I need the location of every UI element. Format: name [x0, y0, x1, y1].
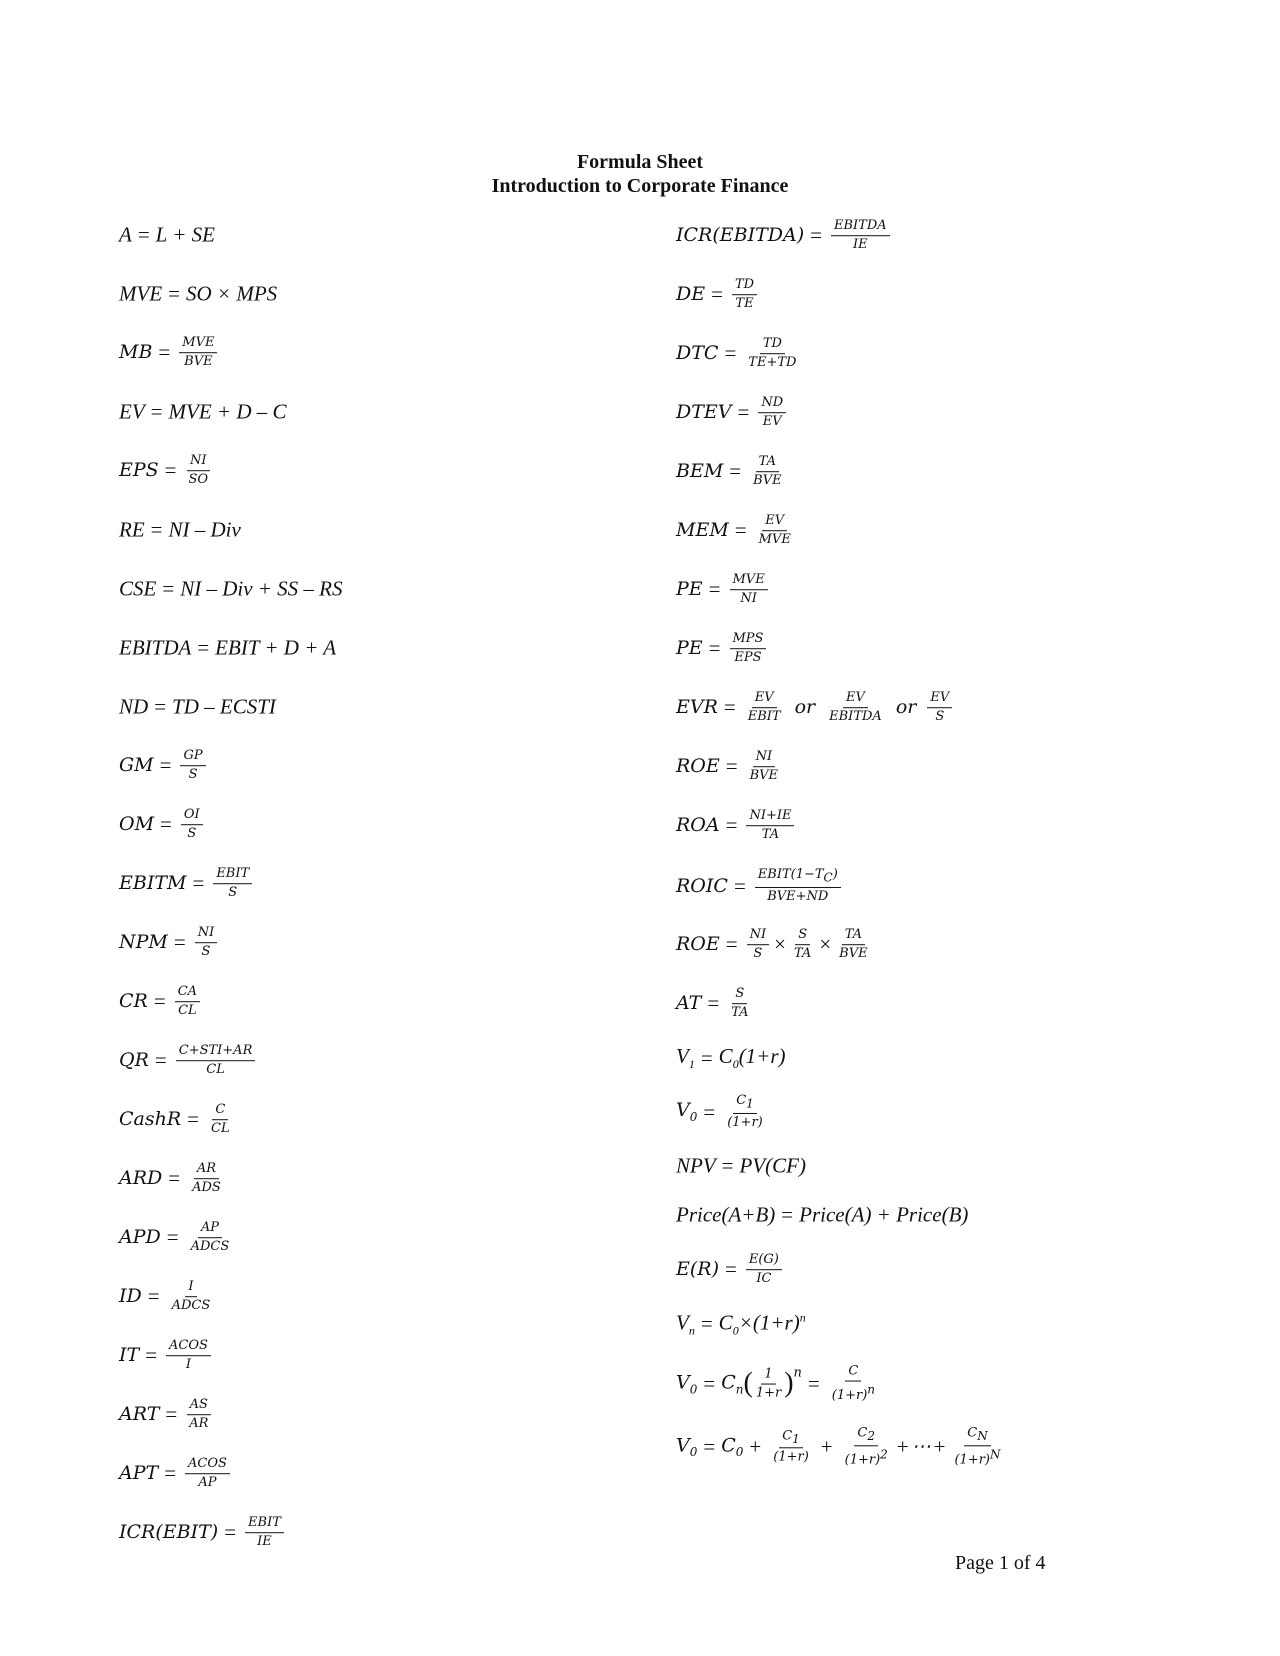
formula-mve: MVE = SO × MPS	[119, 281, 278, 306]
formula-npv: NPV = PV(CF)	[676, 1153, 806, 1178]
formula-roic: ROIC = $\frac{EBIT(1-T_C)}{\text{BVE+ND}}$	[676, 868, 844, 904]
formula-nd: ND = TD – ECSTI	[119, 694, 276, 719]
page-title: Formula Sheet	[576, 151, 704, 173]
formula-om: OM = $\frac{OI}{S}$	[119, 808, 206, 842]
formula-ebitm: EBITM = $\frac{\text{EBIT}}{S}$	[119, 867, 255, 901]
page-subtitle: Introduction to Corporate Finance	[491, 175, 789, 197]
formula-roe-dupont: ROE = $\frac{NI}{S}$ × $\frac{S}{TA}$ × $\frac{TA}{\text{BVE}}$	[676, 927, 868, 962]
formula-pe-mps: PE = $\frac{\text{MPS}}{\text{EPS}}$	[676, 632, 769, 666]
formula-apt: APT = $\frac{\text{ACOS}}{AP}$	[119, 1457, 233, 1491]
formula-mb: MB = $\frac{\text{MVE}}{\text{BVE}}$	[119, 336, 220, 370]
formula-npm: NPM = $\frac{NI}{S}$	[119, 926, 220, 960]
formula-pe-mve: PE = $\frac{\text{MVE}}{NI}$	[676, 573, 771, 607]
formula-ard: ARD = $\frac{AR}{\text{ADS}}$	[119, 1161, 221, 1196]
formula-cse: CSE = NI – Div + SS – RS	[119, 576, 343, 601]
formula-bem: BEM = $\frac{TA}{\text{BVE}}$	[676, 454, 782, 489]
formula-mem: MEM = $\frac{EV}{\text{MVE}}$	[676, 513, 791, 548]
formula-v0-stream: $V_0$ = $C_0$ + $\frac{C_1}{(1+r)}$ + $\frac{C_2}{(1+r)^2}$ + ⋯ + $\frac{C_N}{(1+r)^N}$	[676, 1425, 1001, 1468]
formula-apd: APD = $\frac{AP}{\text{ADCS}}$	[119, 1220, 230, 1255]
formula-roe: ROE = $\frac{NI}{\text{BVE}}$	[676, 749, 779, 784]
formula-at: AT = $\frac{S}{TA}$	[676, 986, 749, 1021]
formula-v0-annuity: $V_0$ = $C_n$ ( $\frac{1}{1+r}$ ) $^n$ = $\frac{C}{(1+r)^n}$	[676, 1363, 876, 1404]
formula-price: Price(A+B) = Price(A) + Price(B)	[676, 1202, 969, 1227]
formula-qr: QR = $\frac{\text{C+STI+AR}}{CL}$	[119, 1044, 258, 1078]
formula-gm: GM = $\frac{GP}{S}$	[119, 749, 209, 783]
formula-dtev: DTEV = $\frac{ND}{EV}$	[676, 396, 789, 430]
formula-a: A = L + SE	[119, 222, 215, 247]
formula-v0-single: $V_0$ = $\frac{C_1}{(1+r)}$	[676, 1092, 763, 1130]
formula-vn: $V_n$ = $C_0\times(1+r)^n$	[676, 1309, 806, 1338]
formula-re: RE = NI – Div	[119, 517, 241, 542]
formula-ev: EV = MVE + D – C	[119, 399, 287, 424]
formula-evr: EVR = $\frac{EV}{\text{EBIT}}$ or $\frac{EV}{\text{EBITDA}}$ or $\frac{EV}{S}$	[676, 691, 955, 725]
formula-eps: EPS = $\frac{NI}{SO}$	[119, 453, 209, 488]
formula-it: IT = $\frac{\text{ACOS}}{I}$	[119, 1339, 214, 1373]
formula-de: DE = $\frac{TD}{TE}$	[676, 278, 760, 312]
formula-cashr: CashR = $\frac{C}{CL}$	[119, 1102, 230, 1137]
formula-roa: ROA = $\frac{NI+IE}{TA}$	[676, 809, 797, 843]
formula-er: E(R) = $\frac{E(G)}{IC}$	[676, 1253, 785, 1287]
formula-id: ID = $\frac{I}{\text{ADCS}}$	[119, 1279, 211, 1314]
formula-dtc: DTC = $\frac{TD}{TE+TD}$	[676, 336, 797, 371]
formula-art: ART = $\frac{AS}{AR}$	[119, 1398, 214, 1432]
formula-icr-ebit: ICR(EBIT) = $\frac{\text{EBIT}}{IE}$	[119, 1516, 287, 1550]
formula-v1: $V_1$ = $C_0(1+r)$	[676, 1043, 786, 1072]
page-number: Page 1 of 4	[955, 1552, 1046, 1574]
formula-icr-ebitda: ICR(EBITDA) = $\frac{\text{EBITDA}}{IE}$	[676, 219, 893, 253]
formula-ebitda: EBITDA = EBIT + D + A	[119, 635, 337, 660]
formula-cr: CR = $\frac{CA}{CL}$	[119, 985, 203, 1019]
